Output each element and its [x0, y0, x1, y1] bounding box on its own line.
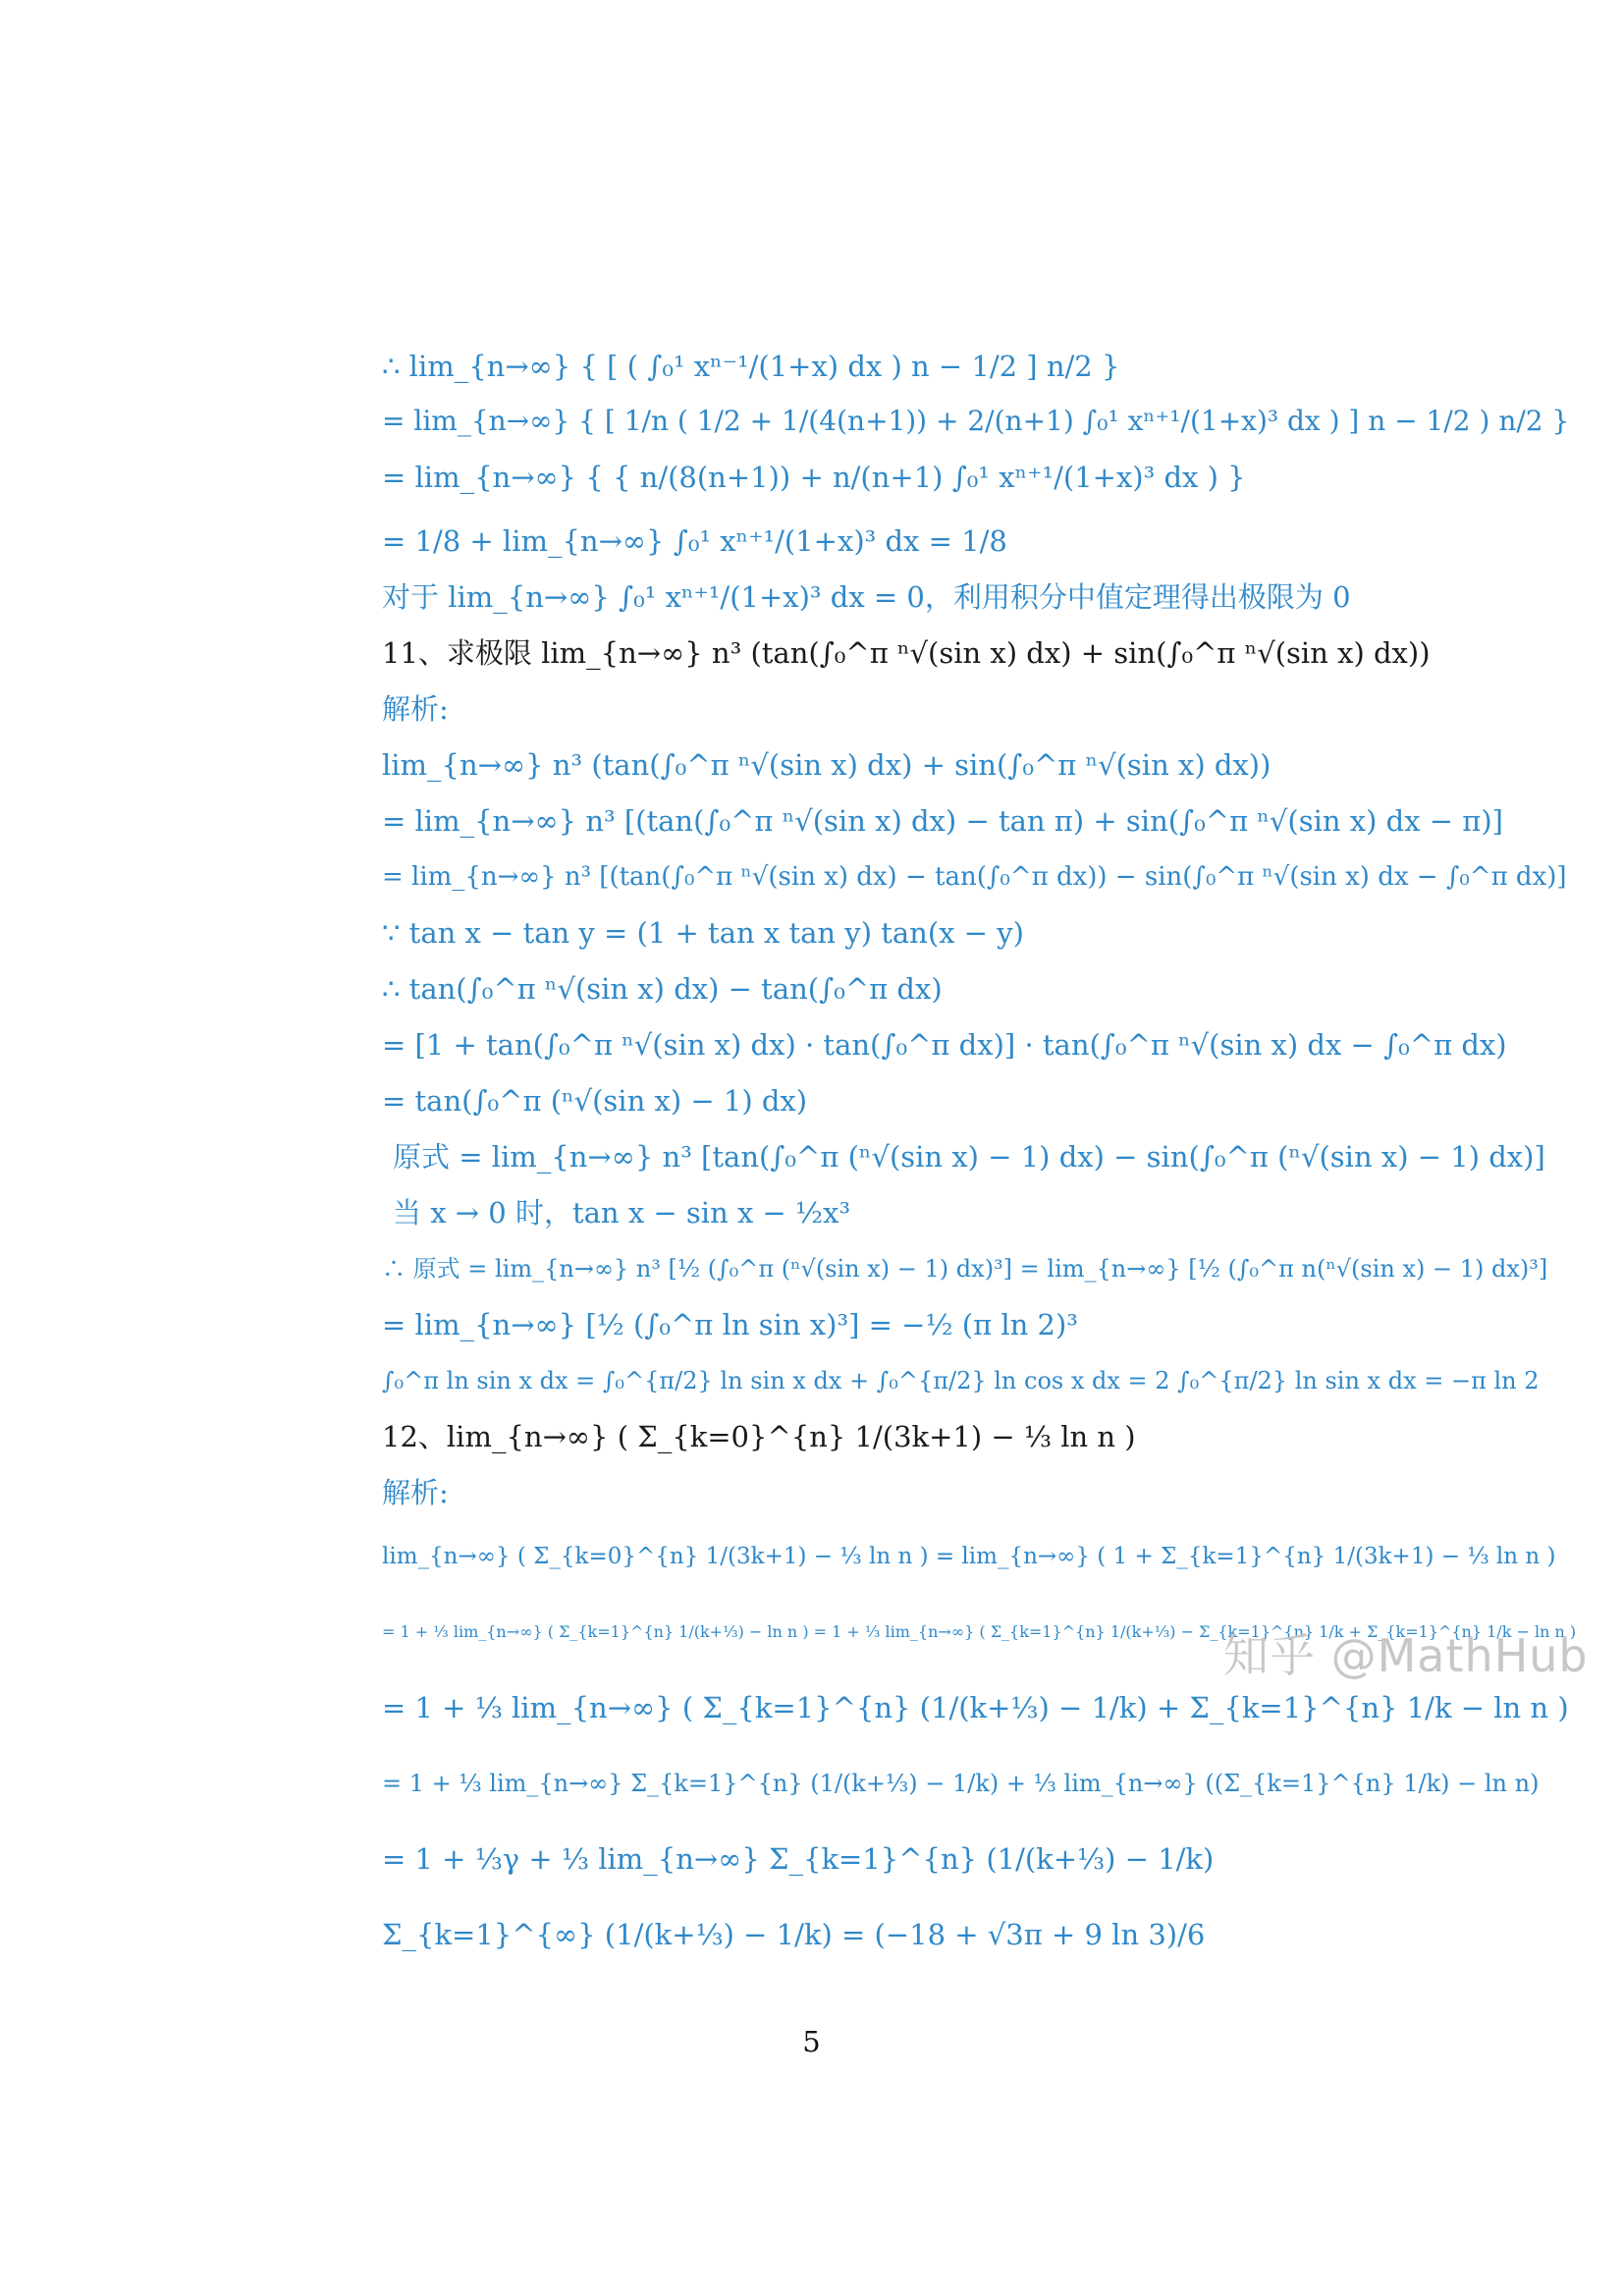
math-line-8: lim_{n→∞} n³ (tan(∫₀^π ⁿ√(sin x) dx) + sin(∫₀^π ⁿ√(sin x) dx)): [382, 748, 1271, 782]
solution-label-11: 解析:: [382, 692, 449, 726]
math-line-3: = lim_{n→∞} { { n/(8(n+1)) + n/(n+1) ∫₀¹ xⁿ⁺¹/(1+x)³ dx ) }: [382, 461, 1246, 494]
math-line-5: 对于 lim_{n→∞} ∫₀¹ xⁿ⁺¹/(1+x)³ dx = 0，利用积分中值定理得出极限为 0: [382, 580, 1351, 614]
solution-label-12: 解析:: [382, 1476, 449, 1509]
math-line-18: = lim_{n→∞} [½ (∫₀^π ln sin x)³] = −½ (π ln 2)³: [382, 1308, 1078, 1341]
watermark: 知乎 @MathHub: [1223, 1629, 1589, 1682]
math-line-9: = lim_{n→∞} n³ [(tan(∫₀^π ⁿ√(sin x) dx) − tan π) + sin(∫₀^π ⁿ√(sin x) dx − π)]: [382, 804, 1503, 838]
math-line-2: = lim_{n→∞} { [ 1/n ( 1/2 + 1/(4(n+1)) + 2/(n+1) ∫₀¹ xⁿ⁺¹/(1+x)³ dx ) ] n − 1/2 ) n/2 }: [382, 405, 1570, 437]
math-line-14: = tan(∫₀^π (ⁿ√(sin x) − 1) dx): [382, 1084, 808, 1118]
math-line-24: = 1 + ⅓ lim_{n→∞} ( Σ_{k=1}^{n} (1/(k+⅓) − 1/k) + Σ_{k=1}^{n} 1/k − ln n ): [382, 1691, 1569, 1724]
math-line-4: = 1/8 + lim_{n→∞} ∫₀¹ xⁿ⁺¹/(1+x)³ dx = 1/8: [382, 524, 1007, 558]
math-line-27: Σ_{k=1}^{∞} (1/(k+⅓) − 1/k) = (−18 + √3π + 9 ln 3)/6: [382, 1918, 1206, 1951]
math-line-23: = 1 + ⅓ lim_{n→∞} ( Σ_{k=1}^{n} 1/(k+⅓) − ln n ) = 1 + ⅓ lim_{n→∞} ( Σ_{k=1}^{n} 1/(k+⅓) − Σ_{k=1}^{n} 1/k + Σ_{k=1}^{n} 1/k − ln n ): [382, 1622, 1577, 1641]
math-line-26: = 1 + ⅓γ + ⅓ lim_{n→∞} Σ_{k=1}^{n} (1/(k+⅓) − 1/k): [382, 1842, 1215, 1876]
math-line-13: = [1 + tan(∫₀^π ⁿ√(sin x) dx) · tan(∫₀^π dx)] · tan(∫₀^π ⁿ√(sin x) dx − ∫₀^π dx): [382, 1028, 1507, 1062]
math-line-12: ∴ tan(∫₀^π ⁿ√(sin x) dx) − tan(∫₀^π dx): [382, 972, 943, 1006]
math-line-15: 原式 = lim_{n→∞} n³ [tan(∫₀^π (ⁿ√(sin x) − 1) dx) − sin(∫₀^π (ⁿ√(sin x) − 1) dx)]: [393, 1140, 1545, 1174]
math-line-22: lim_{n→∞} ( Σ_{k=0}^{n} 1/(3k+1) − ⅓ ln n ) = lim_{n→∞} ( 1 + Σ_{k=1}^{n} 1/(3k+1) − ⅓ ln n ): [382, 1544, 1556, 1569]
math-line-25: = 1 + ⅓ lim_{n→∞} Σ_{k=1}^{n} (1/(k+⅓) − 1/k) + ⅓ lim_{n→∞} ((Σ_{k=1}^{n} 1/k) − ln n): [382, 1770, 1540, 1797]
math-line-19: ∫₀^π ln sin x dx = ∫₀^{π/2} ln sin x dx + ∫₀^{π/2} ln cos x dx = 2 ∫₀^{π/2} ln sin x dx = −π ln 2: [382, 1367, 1540, 1394]
page-number: 5: [802, 2025, 821, 2058]
math-line-16: 当 x → 0 时，tan x − sin x − ½x³: [393, 1196, 851, 1230]
math-line-11: ∵ tan x − tan y = (1 + tan x tan y) tan(x − y): [382, 916, 1024, 950]
math-line-10: = lim_{n→∞} n³ [(tan(∫₀^π ⁿ√(sin x) dx) − tan(∫₀^π dx)) − sin(∫₀^π ⁿ√(sin x) dx − ∫₀^π dx)]: [382, 862, 1567, 892]
problem-11-heading: 11、求极限 lim_{n→∞} n³ (tan(∫₀^π ⁿ√(sin x) dx) + sin(∫₀^π ⁿ√(sin x) dx)): [382, 636, 1431, 670]
problem-12-heading: 12、lim_{n→∞} ( Σ_{k=0}^{n} 1/(3k+1) − ⅓ ln n ): [382, 1420, 1136, 1453]
math-line-17: ∴ 原式 = lim_{n→∞} n³ [½ (∫₀^π (ⁿ√(sin x) − 1) dx)³] = lim_{n→∞} [½ (∫₀^π n(ⁿ√(sin x) − 1) dx)³]: [382, 1255, 1548, 1283]
math-line-1: ∴ lim_{n→∞} { [ ( ∫₀¹ xⁿ⁻¹/(1+x) dx ) n − 1/2 ] n/2 }: [382, 350, 1120, 383]
